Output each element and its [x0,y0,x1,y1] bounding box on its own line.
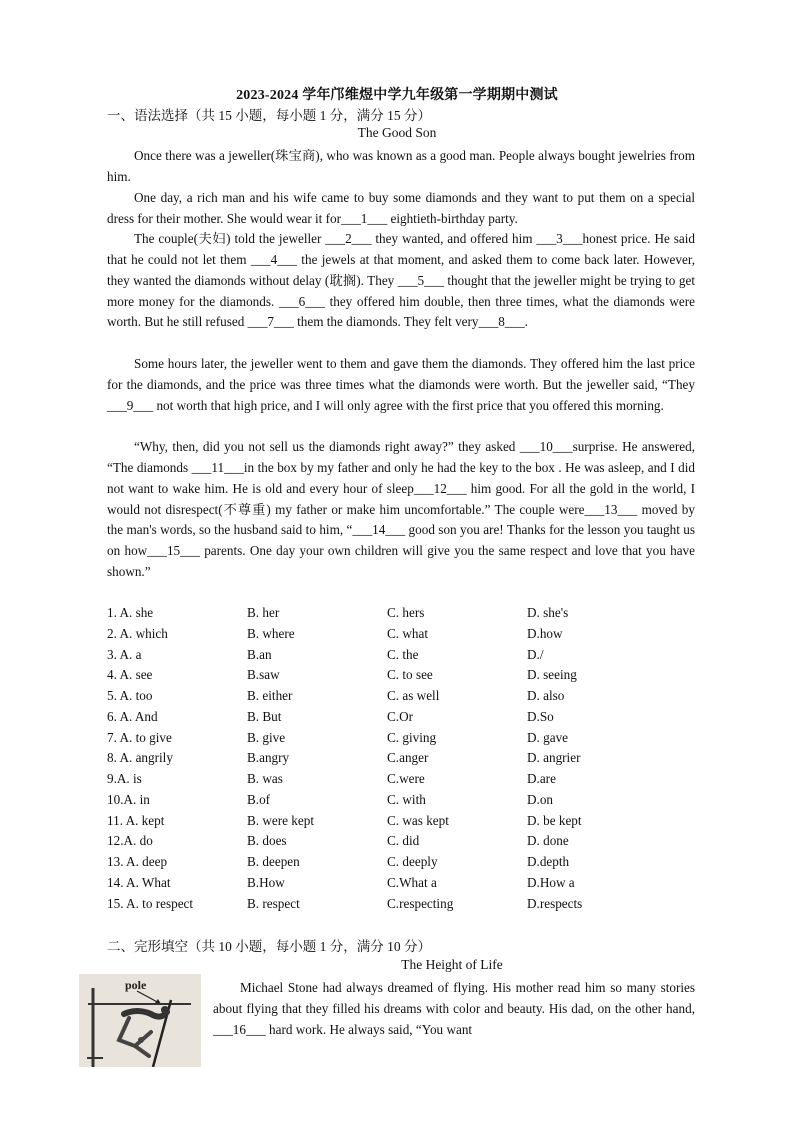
option-c: C. did [387,833,420,849]
option-d: D.How a [527,874,575,890]
option-row [107,624,707,645]
option-row [107,873,707,894]
story-1-paragraph-5: “Why, then, did you not sell us the diamonds right away?” they asked ___10___surprise. He answered, “The diamonds ___11___in the box by my father and only he had the key to the box . He was asleep, and I did not want to wake him. He is old and every hour of sleep___12___ him good. For all the gold in the world, I would not disrespect(不尊重) my father or make him uncomfortable.” The couple were___13___ moved by the man's words, so the husband said to him, “___14___ good son you are! Thanks for the lesson you taught us on how___15___ parents. One day your own children will give you the same respect and love that you have shown.” [107,439,695,580]
option-row [107,811,707,832]
option-b: B. But [247,708,282,724]
story-1-paragraph-1: Once there was a jeweller(珠宝商), who was known as a good man. People always bought jewelries from him. [107,148,695,184]
option-row [107,686,707,707]
option-c: C. giving [387,729,437,745]
option-d: D. angrier [527,750,581,766]
option-d: D. be kept [527,812,582,828]
option-d: D. seeing [527,667,577,683]
option-a: 13. A. deep [107,854,168,869]
option-a: 3. A. a [107,646,142,662]
option-c: C.respecting [387,895,454,911]
option-c: C. deeply [387,854,438,869]
option-b: B.an [247,646,272,662]
option-a: 1. A. she [107,605,154,620]
option-d: D./ [527,646,544,662]
option-row [107,852,707,873]
option-c: C. with [387,791,426,807]
option-d: D. she's [527,605,569,620]
option-a: 14. A. What [107,874,171,890]
option-b: B. respect [247,895,300,911]
option-row [107,748,707,769]
option-d: D.depth [527,854,570,869]
option-b: B. give [247,729,286,745]
option-a: 5. A. too [107,688,153,703]
option-b: B.of [247,791,271,807]
section-1-heading: 一、语法选择（共 15 小题，每小题 1 分，满分 15 分） [107,108,431,123]
option-row [107,665,707,686]
option-b: B. were kept [247,812,315,828]
option-row [107,894,707,915]
option-b: B. either [247,688,293,703]
option-b: B. does [247,833,287,849]
option-d: D. also [527,688,565,703]
option-a: 15. A. to respect [107,895,194,911]
option-row [107,790,707,811]
option-row [107,707,707,728]
pole-vault-image [79,974,201,1067]
pole-vault-icon [79,974,201,1067]
option-a: 6. A. And [107,708,158,724]
option-row [107,769,707,790]
option-a: 2. A. which [107,625,168,641]
option-c: C. what [387,625,429,641]
option-d: D.on [527,791,554,807]
story-2-title: The Height of Life [401,957,503,972]
option-row [107,645,707,666]
option-b: B. her [247,605,280,620]
option-c: C. the [387,646,419,662]
option-row [107,728,707,749]
option-c: C.Or [387,708,414,724]
option-a: 11. A. kept [107,812,165,828]
option-d: D.respects [527,895,583,911]
option-d: D. done [527,833,569,849]
option-row [107,831,707,852]
option-a: 4. A. see [107,667,153,683]
option-d: D.are [527,771,556,786]
section-2-heading: 二、完形填空（共 10 小题，每小题 1 分，满分 10 分） [107,939,431,954]
option-a: 12.A. do [107,833,153,849]
option-a: 10.A. in [107,791,150,807]
option-c: C.were [387,771,425,786]
image-label: pole [125,978,147,992]
option-d: D.So [527,708,554,724]
option-c: C. hers [387,605,425,620]
story-1-paragraph-3: The couple(夫妇) told the jeweller ___2___ they wanted, and offered him ___3___honest price. He said that he could not let them ___4___ the jewels at that moment, and asked them to come back later. However, they wanted the diamonds without delay (耽搁). They ___5___ thought that the jeweller might be trying to get more money for the diamonds. ___6___ they offered him double, then three times, what the diamonds were worth. But he still refused ___7___ them the diamonds. They felt very___8___. [107,231,695,330]
option-b: B.How [247,874,285,890]
option-row [107,603,707,624]
option-d: D.how [527,625,563,641]
exam-title: 2023-2024 学年邝维煜中学九年级第一学期期中测试 [236,88,558,103]
story-1-paragraph-2: One day, a rich man and his wife came to buy some diamonds and they want to put them on a special dress for their mother. She would wear it for___1___ eightieth-birthday party. [107,190,695,226]
option-b: B.angry [247,750,290,766]
option-a: 9.A. is [107,771,142,786]
option-c: C.What a [387,874,437,890]
option-c: C.anger [387,750,429,766]
story-2-paragraph-1: Michael Stone had always dreamed of flying. His mother read him so many stories about flying that they filled his dreams with color and beauty. His dad, on the other hand, ___16___ hard work. He always said, “You want [213,980,695,1037]
story-1-title: The Good Son [357,125,437,140]
option-a: 7. A. to give [107,729,172,745]
option-c: C. to see [387,667,433,683]
option-a: 8. A. angrily [107,750,173,766]
option-b: B. deepen [247,854,300,869]
option-b: B.saw [247,667,280,683]
option-c: C. as well [387,688,440,703]
option-c: C. was kept [387,812,449,828]
story-1-paragraph-4: Some hours later, the jeweller went to them and gave them the diamonds. They offered him the last price for the diamonds, and the price was three times what the diamonds were worth. But the jeweller said, “They ___9___ not worth that high price, and I will only agree with the first price that you offered this morning. [107,356,695,413]
answer-options [107,603,707,914]
option-b: B. where [247,625,295,641]
option-d: D. gave [527,729,569,745]
option-b: B. was [247,771,283,786]
